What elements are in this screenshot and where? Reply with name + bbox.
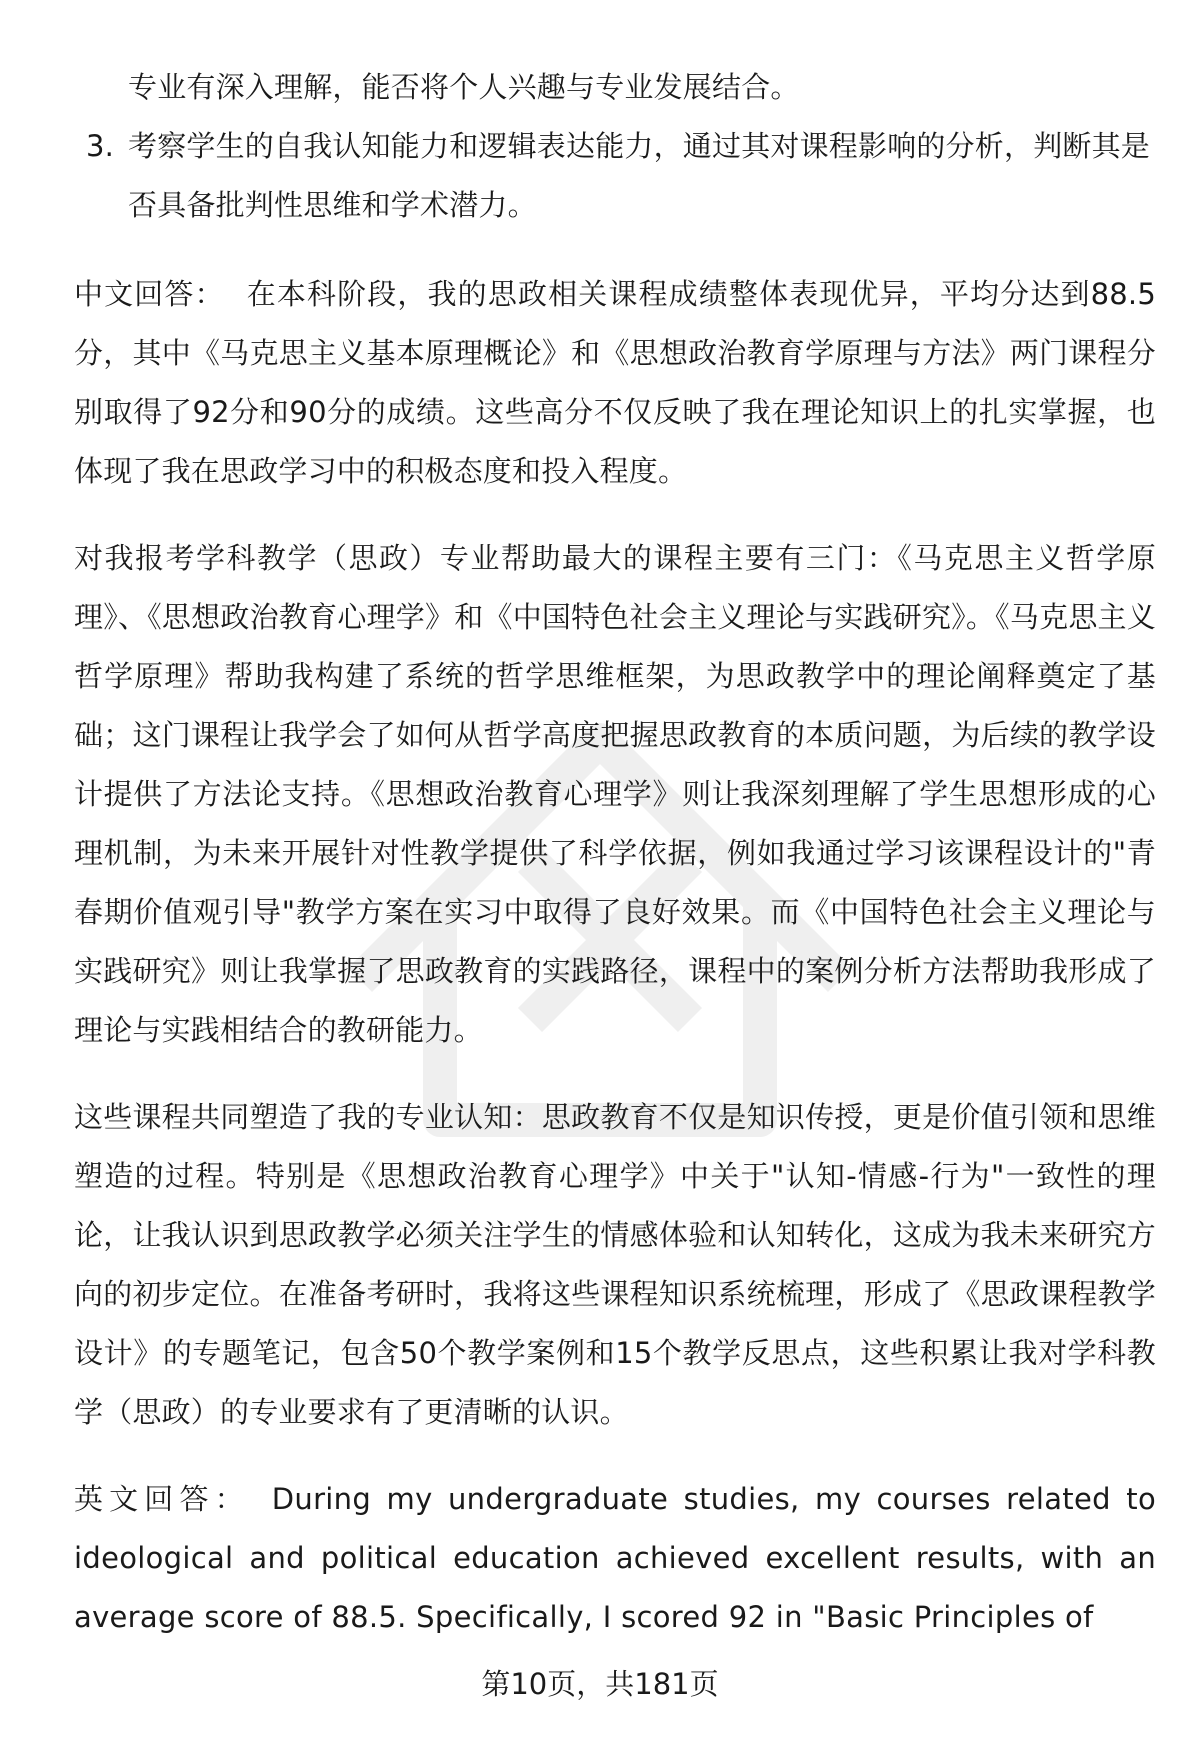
- chinese-answer-paragraph-2: 对我报考学科教学（思政）专业帮助最大的课程主要有三门：《马克思主义哲学原理》、《思想政治教育心理学》和《中国特色社会主义理论与实践研究》。《马克思主义哲学原理》帮助我构建了系统的哲学思维框架，为思政教学中的理论阐释奠定了基础；这门课程让我学会了如何从哲学高度把握思政教育的本质问题，为后续的教学设计提供了方法论支持。《思想政治教育心理学》则让我深刻理解了学生思想形成的心理机制，为未来开展针对性教学提供了科学依据，例如我通过学习该课程设计的"青春期价值观引导"教学方案在实习中取得了良好效果。而《中国特色社会主义理论与实践研究》则让我掌握了思政教育的实践路径，课程中的案例分析方法帮助我形成了理论与实践相结合的教研能力。: [74, 541, 1156, 1047]
- list-item-3-text: 考察学生的自我认知能力和逻辑表达能力，通过其对课程影响的分析，判断其是否具备批判性思维和学术潜力。: [128, 129, 1151, 222]
- chinese-answer-paragraph-1: [74, 265, 1156, 501]
- english-answer-label: 英文回答：: [74, 1482, 250, 1516]
- page-footer: 第10页，共181页: [481, 1667, 719, 1701]
- chinese-answer-paragraph-3: 这些课程共同塑造了我的专业认知：思政教育不仅是知识传授，更是价值引领和思维塑造的过程。特别是《思想政治教育心理学》中关于"认知-情感-行为"一致性的理论，让我认识到思政教学必须关注学生的情感体验和认知转化，这成为我未来研究方向的初步定位。在准备考研时，我将这些课程知识系统梳理，形成了《思政课程教学设计》的专题笔记，包含50个教学案例和15个教学反思点，这些积累让我对学科教学（思政）的专业要求有了更清晰的认识。: [74, 1100, 1156, 1429]
- document-body: [74, 58, 1156, 1647]
- list-item-3: [74, 117, 1156, 235]
- english-answer-text: During my undergraduate studies, my courses related to ideological and political education achieved excellent results, with an average score of 88.5. Specifically, I scored 92 in "Basic Principles of: [74, 1482, 1156, 1634]
- english-answer-paragraph: [74, 1470, 1156, 1647]
- chinese-answer-label: 中文回答：: [74, 277, 225, 311]
- list-item-2-continuation: [74, 58, 1156, 117]
- list-item-2-text: 专业有深入理解，能否将个人兴趣与专业发展结合。: [128, 70, 800, 104]
- list-item-3-number: 3.: [86, 129, 115, 163]
- chinese-answer-p1-text: 在本科阶段，我的思政相关课程成绩整体表现优异，平均分达到88.5分，其中《马克思主义基本原理概论》和《思想政治教育学原理与方法》两门课程分别取得了92分和90分的成绩。这些高分不仅反映了我在理论知识上的扎实掌握，也体现了我在思政学习中的积极态度和投入程度。: [74, 277, 1156, 488]
